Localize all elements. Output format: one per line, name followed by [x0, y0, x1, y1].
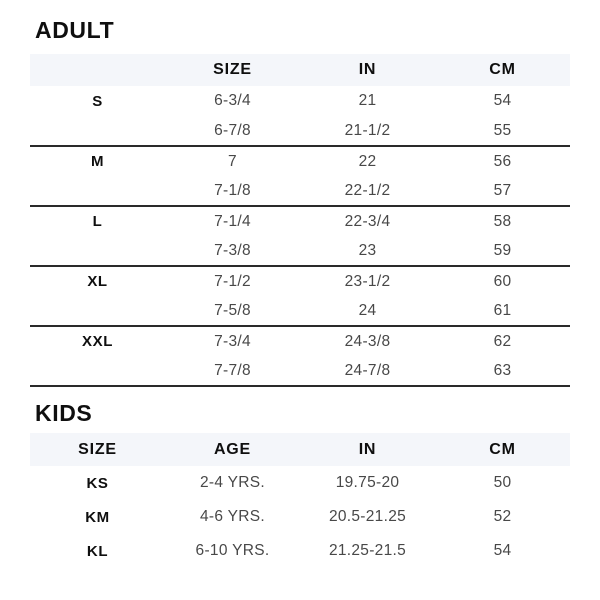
adult-table-row [30, 266, 570, 296]
adult-size-label-cell [30, 176, 165, 206]
kids-table-row [30, 500, 570, 534]
kids-table-row [30, 534, 570, 568]
kids-age-cell: 4-6 YRS. [199, 508, 265, 525]
kids-col-header-age: AGE [213, 440, 252, 458]
adult-inches-cell: 22 [358, 152, 377, 170]
adult-size-label-cell [30, 296, 165, 326]
kids-size-label-cell: KM [85, 508, 110, 526]
adult-size-value-cell: 7 [228, 152, 237, 170]
adult-inches-cell: 22-1/2 [300, 176, 435, 206]
adult-size-table [30, 54, 570, 387]
adult-table-row [30, 146, 570, 176]
adult-table-row [30, 296, 570, 326]
adult-col-header-in: IN [358, 61, 377, 78]
adult-size-label-cell [30, 356, 165, 386]
adult-centimeters-cell: 60 [493, 272, 512, 290]
kids-col-header-cm: CM [489, 440, 516, 458]
adult-size-value-cell: 7-1/2 [214, 272, 251, 290]
adult-size-value-cell: 7-5/8 [165, 296, 300, 326]
kids-section-heading: KIDS [35, 400, 93, 426]
adult-table-row [30, 356, 570, 386]
adult-inches-cell: 21 [358, 92, 377, 109]
adult-col-header-size: SIZE [213, 61, 252, 78]
adult-inches-cell: 24 [300, 296, 435, 326]
adult-inches-cell: 23 [300, 236, 435, 266]
adult-centimeters-cell: 55 [435, 116, 570, 146]
adult-table-row [30, 86, 570, 116]
adult-size-value-cell: 7-7/8 [165, 356, 300, 386]
adult-size-label-cell: XXL [82, 333, 113, 350]
kids-size-label-cell: KS [86, 474, 109, 492]
adult-size-value-cell: 7-1/4 [214, 212, 251, 230]
adult-header-row [30, 54, 570, 86]
adult-centimeters-cell: 59 [435, 236, 570, 266]
adult-inches-cell: 21-1/2 [300, 116, 435, 146]
adult-table-row [30, 176, 570, 206]
kids-centimeters-cell: 52 [493, 508, 512, 525]
adult-centimeters-cell: 54 [493, 92, 512, 109]
kids-centimeters-cell: 50 [493, 474, 512, 491]
adult-centimeters-cell: 58 [493, 212, 512, 230]
kids-size-table [30, 433, 570, 568]
kids-inches-cell: 19.75-20 [335, 474, 400, 491]
kids-col-header-in: IN [358, 440, 377, 458]
kids-inches-cell: 20.5-21.25 [328, 508, 407, 525]
adult-centimeters-cell: 56 [493, 152, 512, 170]
kids-inches-cell: 21.25-21.5 [328, 542, 407, 559]
kids-age-cell: 6-10 YRS. [195, 542, 270, 559]
kids-table-row [30, 466, 570, 500]
adult-centimeters-cell: 61 [435, 296, 570, 326]
adult-size-label-cell: M [90, 153, 105, 170]
adult-inches-cell: 23-1/2 [344, 272, 391, 290]
adult-size-label-cell: XL [87, 273, 108, 290]
adult-centimeters-cell: 63 [435, 356, 570, 386]
adult-size-value-cell: 7-3/4 [214, 332, 251, 350]
adult-table-row [30, 206, 570, 236]
kids-age-cell: 2-4 YRS. [199, 474, 265, 491]
adult-centimeters-cell: 57 [435, 176, 570, 206]
adult-size-label-cell: L [92, 213, 103, 230]
adult-size-value-cell: 6-3/4 [214, 92, 251, 109]
adult-inches-cell: 24-7/8 [300, 356, 435, 386]
kids-header-row [30, 433, 570, 466]
adult-size-label-cell [30, 116, 165, 146]
kids-size-label-cell: KL [86, 542, 109, 560]
adult-col-header-cm: CM [489, 61, 516, 78]
adult-centimeters-cell: 62 [493, 332, 512, 350]
adult-size-value-cell: 7-3/8 [165, 236, 300, 266]
adult-size-label-cell [30, 236, 165, 266]
kids-centimeters-cell: 54 [493, 542, 512, 559]
kids-col-header-size: SIZE [78, 440, 117, 458]
adult-table-row [30, 236, 570, 266]
adult-size-label-cell: S [92, 92, 103, 110]
adult-col-header-blank [30, 54, 165, 86]
adult-inches-cell: 24-3/8 [344, 332, 391, 350]
adult-table-row [30, 116, 570, 146]
adult-inches-cell: 22-3/4 [344, 212, 391, 230]
adult-table-row [30, 326, 570, 356]
adult-size-value-cell: 7-1/8 [165, 176, 300, 206]
adult-section-heading: ADULT [35, 17, 115, 43]
adult-size-value-cell: 6-7/8 [165, 116, 300, 146]
